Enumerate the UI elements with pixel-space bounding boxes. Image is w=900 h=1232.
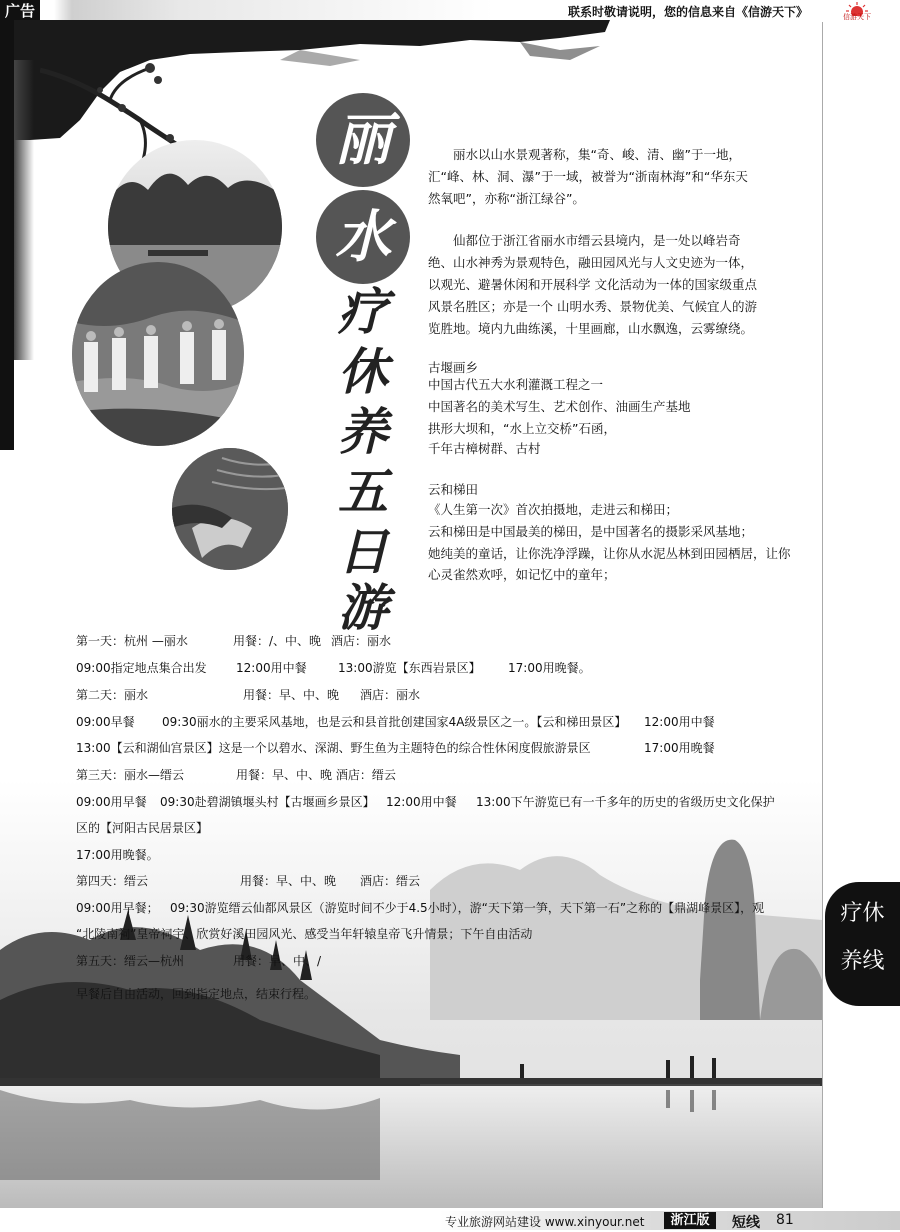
day4-hotel: 酒店：缙云 [360, 874, 421, 888]
yunhe-title: 云和梯田 [428, 482, 479, 497]
day1-title: 第一天：杭州 —丽水 [76, 634, 188, 648]
side-tab-line-1: 疗休 [840, 901, 885, 926]
title-char-4: 五 [338, 462, 388, 521]
day5-title: 第五天：缙云—杭州 [76, 954, 185, 968]
day1-item-c: 13:00游览【东西岩景区】 [338, 661, 481, 675]
day3-item-b: 09:30赴碧湖镇堰头村【古堰画乡景区】 [160, 795, 375, 809]
title-char-li: 丽 [316, 93, 410, 187]
day2-item-c: 12:00用中餐 [644, 715, 715, 729]
day3-item-c: 12:00用中餐 [386, 795, 457, 809]
title-char-1: 疗 [338, 282, 388, 341]
day3-item-e: 区的【河阳古民居景区】 [76, 821, 209, 835]
title-char-6: 游 [338, 578, 388, 637]
ad-tag: 广告 [0, 0, 40, 22]
day2-hotel: 酒店：丽水 [360, 688, 421, 702]
yunhe-line-1: 《人生第一次》首次拍摄地，走进云和梯田； [428, 502, 679, 517]
right-edge-rule [822, 22, 823, 1208]
dancers-image [72, 262, 244, 446]
title-char-3: 养 [338, 402, 388, 461]
day2-item-b: 09:30丽水的主要采风基地，也是云和县首批创建国家4A级景区之一。【云和梯田景区】 [162, 715, 627, 729]
yunhe-line-4: 心灵雀然欢呼，如记忆中的童年； [428, 567, 616, 582]
title-char-2: 休 [338, 342, 388, 401]
gubao-line-2: 中国著名的美术写生、艺术创作、油画生产基地 [428, 399, 691, 414]
day2-meal: 用餐：早、中、晚 [243, 688, 340, 702]
day2-item-e: 17:00用晚餐 [644, 741, 715, 755]
intro-paragraph-2: 仙都位于浙江省丽水市缙云县境内，是一处以峰岩奇绝、山水神秀为景观特色，融田园风光与人文史迹为一体，以观光、避暑休闲和开展科学 文化活动为一体的国家级重点风景名胜区；亦是一个 山明水秀、景物优美、气候宜人的游览胜地。境内九曲练溪，十里画廊，山水飘逸，云雾缭绕。 [428, 233, 757, 336]
day1-meal: 用餐：/、中、晚 [233, 634, 322, 648]
logo-text: 信游天下 [843, 13, 871, 21]
title-char-5: 日 [338, 522, 388, 581]
day1-item-b: 12:00用中餐 [236, 661, 307, 675]
gubao-line-3: 拱形大坝和，“水上立交桥”石函， [428, 421, 616, 436]
day1-item-d: 17:00用晚餐。 [508, 661, 591, 675]
header-notice: 联系时敬请说明，您的信息来自《信游天下》 [567, 5, 808, 19]
day5-item-a: 早餐后自由活动，回到指定地点，结束行程。 [76, 987, 317, 1001]
page-number: 81 [776, 1212, 794, 1228]
footer-region-badge: 浙江版 [664, 1212, 716, 1229]
footer-site: 专业旅游网站建设 www.xinyour.net [445, 1215, 645, 1229]
gubao-title: 古堰画乡 [428, 360, 479, 375]
day1-hotel: 酒店：丽水 [331, 634, 392, 648]
day4-item-c: “北陵南祠”皇帝祠宇、欣赏好溪田园风光、感受当年轩辕皇帝飞升情景；下午自由活动 [76, 927, 533, 941]
terrace-image [172, 448, 288, 570]
footer-section: 短线 [732, 1215, 760, 1231]
day3-item-f: 17:00用晚餐。 [76, 848, 159, 862]
day5-meal: 用餐：早、中、/ [233, 954, 322, 968]
left-ink-edge-fade [14, 60, 34, 360]
title-char-shui: 水 [316, 190, 410, 284]
side-section-tab [825, 882, 900, 1006]
day4-title: 第四天：缙云 [76, 874, 149, 888]
left-ink-edge [0, 20, 14, 450]
gubao-line-1: 中国古代五大水利灌溉工程之一 [428, 377, 604, 392]
gubao-line-4: 千年古樟树群、古村 [428, 441, 541, 456]
day3-item-a: 09:00用早餐 [76, 795, 147, 809]
day2-title: 第二天：丽水 [76, 688, 149, 702]
day4-item-b: 09:30游览缙云仙都风景区（游览时间不少于4.5小时），游“天下第一笋，天下第一石”之称的【鼎湖峰景区】，观 [170, 901, 765, 915]
photo-terraces [172, 448, 288, 570]
side-tab-line-2: 养线 [840, 949, 885, 974]
day3-title: 第三天：丽水—缙云 [76, 768, 185, 782]
yunhe-line-3: 她纯美的童话，让你洗净浮躁，让你从水泥丛林到田园栖居，让你 [428, 546, 791, 561]
day3-item-d: 13:00下午游览已有一千多年的历史的省级历史文化保护 [476, 795, 775, 809]
intro-paragraph-1: 丽水以山水景观著称，集“奇、峻、清、幽”于一地，汇“峰、林、洞、瀑”于一域，被誉为“浙南林海”和“华东天然氧吧”，亦称“浙江绿谷”。 [428, 147, 748, 206]
day4-meal: 用餐：早、中、晚 [240, 874, 337, 888]
day3-meal: 用餐：早、中、晚 酒店：缙云 [236, 768, 396, 782]
day1-item-a: 09:00指定地点集合出发 [76, 661, 207, 675]
day2-item-d: 13:00【云和湖仙宫景区】这是一个以碧水、深湖、野生鱼为主题特色的综合性休闲度假旅游景区 [76, 741, 591, 755]
day2-item-a: 09:00早餐 [76, 715, 135, 729]
photo-dancers-rocks [72, 262, 244, 446]
publication-logo [822, 0, 892, 22]
yunhe-line-2: 云和梯田是中国最美的梯田，是中国著名的摄影采风基地； [428, 524, 754, 539]
day4-item-a: 09:00用早餐； [76, 901, 159, 915]
